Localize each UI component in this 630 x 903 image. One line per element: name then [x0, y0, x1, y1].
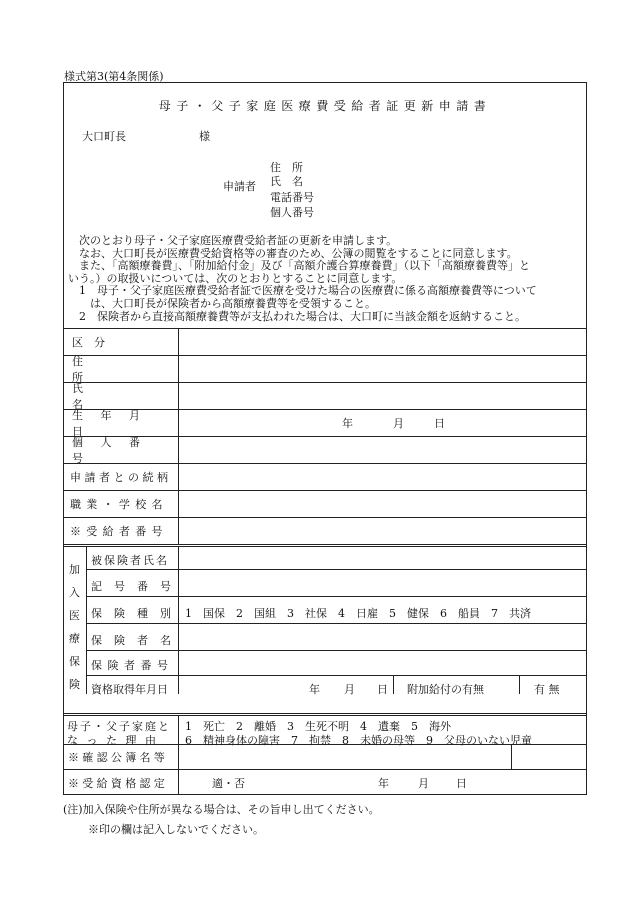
reason-label-line2: なった理由: [67, 734, 165, 747]
insurer-number-label: 保険者番号: [91, 659, 174, 672]
row-mynumber: [64, 436, 586, 463]
acquisition-year-unit: 年: [309, 683, 320, 696]
applicant-phone-label: 電話番号: [270, 191, 314, 204]
form-number: 様式第3(第4条関係): [64, 70, 164, 83]
reason-label-line1: 母子・父子家庭と: [67, 720, 171, 733]
reason-options-line2: 6 精神身体の障害 7 拘禁 8 未婚の母等 9 父母のいない児童: [185, 734, 532, 747]
birthdate-label: 生年月日: [72, 409, 158, 438]
intro-line: 次のとおり母子・父子家庭医療費受給者証の更新を申請します。: [68, 234, 398, 247]
row-name: [64, 382, 586, 409]
applicant-heading: 申請者: [223, 180, 256, 193]
additional-benefit-label: 附加給付の有無: [407, 683, 484, 696]
row-occupation: [64, 490, 586, 517]
reason-options-line1: 1 死亡 2 離婚 3 生死不明 4 遺棄 5 海外: [185, 720, 451, 733]
relationship-label: 申請者との続柄: [70, 471, 172, 484]
recipient-number-label: ※受給者番号: [70, 525, 168, 538]
mynumber-label: 個人番号: [72, 436, 158, 465]
row-category: [64, 328, 586, 355]
addressee-honorific: 様: [199, 130, 210, 143]
insured-person-name-label: 被保険者氏名: [91, 554, 169, 567]
intro-line: なお、大口町長が医療費受給資格等の審査のため、公簿の閲覧をすることに同意します。: [68, 246, 518, 260]
row-recipient-number: [64, 517, 586, 544]
birth-year-unit: 年: [342, 417, 353, 430]
eligibility-label: ※受給資格認定: [68, 776, 169, 790]
insurance-type-label: 保険種別: [91, 607, 183, 620]
intro-line: いう。）の取扱いについては、次のとおりとすることに同意します。: [68, 271, 403, 285]
eligibility-day-unit: 日: [456, 776, 467, 790]
acquisition-day-unit: 日: [377, 683, 388, 696]
acquisition-date-label: 資格取得年月日: [91, 683, 168, 696]
additional-benefit-options: 有 無: [534, 683, 560, 696]
consent-text: [68, 235, 582, 323]
insurance-type-options: 1 国保 2 国組 3 社保 4 日雇 5 健保 6 船員 7 共済: [185, 607, 531, 620]
eligibility-year-unit: 年: [378, 776, 389, 790]
occupation-label: 職業・学校名: [70, 498, 168, 511]
eligibility-result: 適・否: [212, 776, 245, 790]
intro-line: 1 母子・父子家庭医療費受給者証で医療を受けた場合の医療費に係る高額療養費等について: [68, 284, 537, 298]
record-check-label: ※確認公簿名等: [68, 751, 169, 764]
row-relationship: [64, 463, 586, 490]
note-asterisk-fields: ※印の欄は記入しないでください。: [88, 823, 264, 836]
applicant-name-label: 氏 名: [270, 175, 303, 188]
note-insurance-change: (注)加入保険や住所が異なる場合は、その旨申し出てください。: [63, 803, 380, 816]
applicant-address-label: 住 所: [270, 161, 303, 174]
row-reason: [64, 713, 586, 747]
row-address: [64, 355, 586, 382]
insurance-block: [64, 544, 586, 694]
addressee-name: 大口町長: [82, 130, 126, 143]
row-birthdate: [64, 409, 586, 436]
eligibility-month-unit: 月: [418, 776, 429, 790]
insured-medical-insurance-group-label: 加 入 医 療 保 険: [69, 563, 80, 691]
acquisition-month-unit: 月: [344, 683, 355, 696]
insurer-name-label: 保険者名: [91, 634, 183, 647]
applicant-mynumber-label: 個人番号: [270, 206, 314, 219]
intro-line: は、大口町長が保険者から高額療養費等を受領すること。: [68, 296, 376, 310]
intro-line: また、「高額療養費」、「附加給付金」及び「高額介護合算療養費」（以下「高額療養費等」と: [68, 259, 530, 273]
intro-line: 2 保険者から直接高額療養費等が支払われた場合は、大口町に当該金額を返納すること。: [68, 309, 526, 323]
category-label: 区 分: [72, 336, 105, 349]
row-eligibility: [64, 769, 586, 795]
form-title: 母子・父子家庭医療費受給者証更新申請書: [158, 99, 492, 113]
row-record-check: [64, 744, 586, 769]
insurance-code-label: 記号番号: [91, 580, 183, 593]
address-label: 住 所: [72, 355, 222, 384]
birth-day-unit: 日: [434, 417, 445, 430]
application-form: [63, 82, 587, 795]
name-label: 氏 名: [72, 382, 222, 411]
birth-month-unit: 月: [393, 417, 404, 430]
